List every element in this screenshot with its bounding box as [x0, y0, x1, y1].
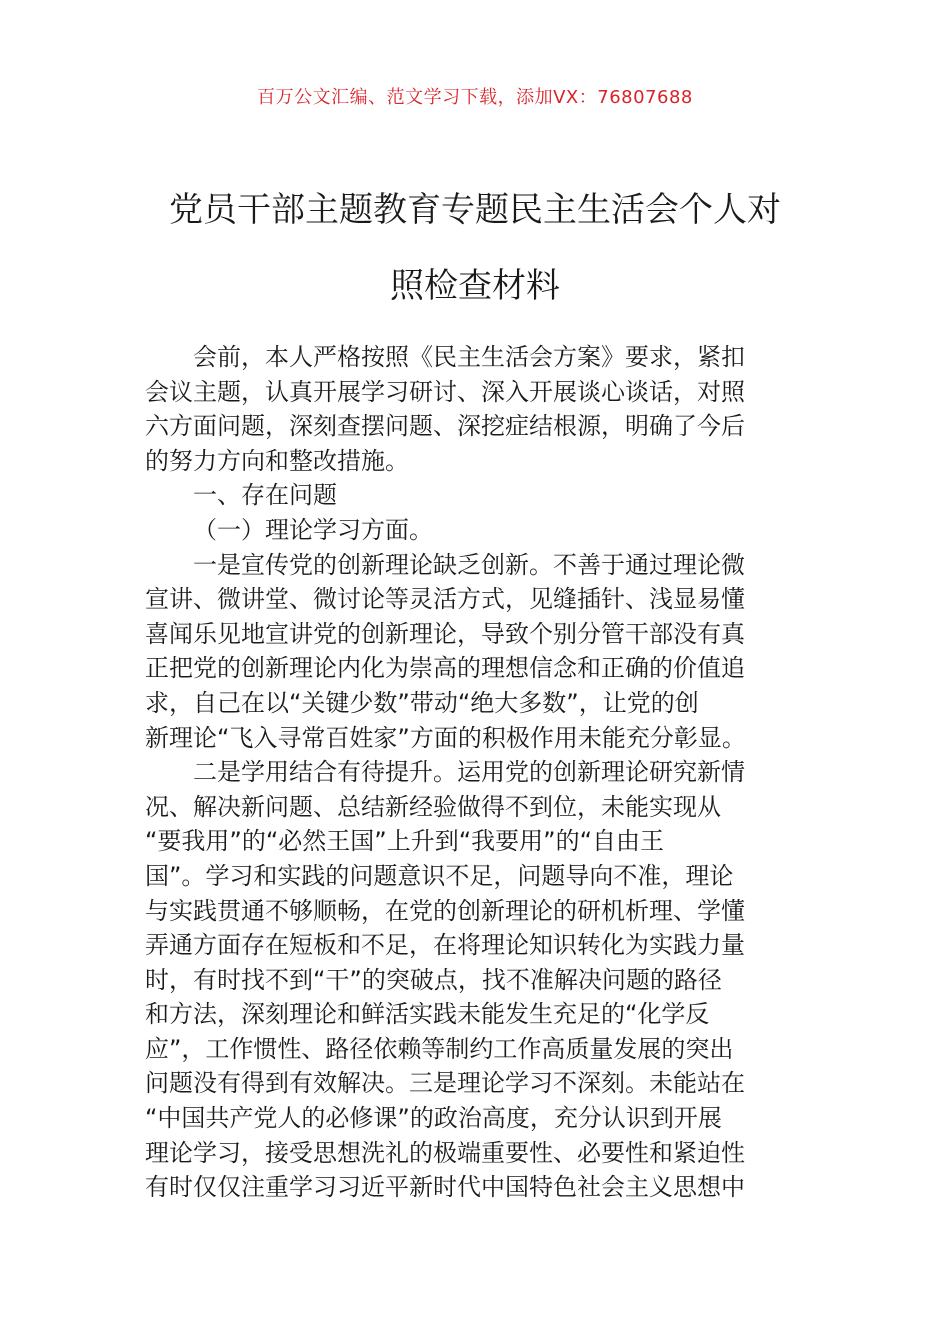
paragraph-line: 会前，本人严格按照《民主生活会方案》要求，紧扣 [193, 343, 745, 371]
paragraph-line: 问题没有得到有效解决。三是理论学习不深刻。未能站在 [145, 1069, 745, 1098]
paragraph-line: 六方面问题，深刻查摆问题、深挖症结根源，明确了今后 [145, 412, 745, 441]
document-title [140, 172, 810, 324]
paragraph-line: 会议主题，认真开展学习研讨、深入开展谈心谈话，对照 [145, 377, 745, 406]
paragraph-line: 理论学习，接受思想洗礼的极端重要性、必要性和紧迫性 [145, 1138, 745, 1167]
paragraph-line: 时，有时找不到“干”的突破点，找不准解决问题的路径 [145, 965, 722, 994]
paragraph-line: 有时仅仅注重学习习近平新时代中国特色社会主义思想中 [145, 1173, 745, 1202]
paragraph-line: 二是学用结合有待提升。运用党的创新理论研究新情 [193, 758, 745, 787]
subsection-heading: （一）理论学习方面。 [193, 515, 433, 544]
paragraph-line: 的努力方向和整改措施。 [145, 446, 409, 475]
paragraph-line: 求，自己在以“关键少数”带动“绝大多数”，让党的创 [145, 688, 699, 717]
section-heading: 一、存在问题 [193, 481, 337, 510]
document-body [145, 340, 809, 1205]
paragraph-line: 正把党的创新理论内化为崇高的理想信念和正确的价值追 [145, 654, 745, 683]
title-line-1: 党员干部主题教育专题民主生活会个人对 [169, 190, 781, 230]
paragraph-line: 和方法，深刻理论和鲜活实践未能发生充足的“化学反 [145, 1000, 710, 1029]
paragraph-line: 应”，工作惯性、路径依赖等制约工作高质量发展的突出 [145, 1034, 734, 1063]
paragraph-line: 国”。学习和实践的问题意识不足，问题导向不准，理论 [145, 861, 734, 890]
title-line-2: 照检查材料 [390, 266, 560, 306]
paragraph-line: “中国共产党人的必修课”的政治高度，充分认识到开展 [145, 1104, 722, 1133]
paragraph-line: 况、解决新问题、总结新经验做得不到位，未能实现从 [145, 792, 721, 821]
paragraph-line: “要我用”的“必然王国”上升到“我要用”的“自由王 [145, 827, 665, 856]
paragraph-line: 与实践贯通不够顺畅，在党的创新理论的研机析理、学懂 [145, 896, 745, 925]
header-watermark-note: 百万公文汇编、范文学习下载，添加VX：76807688 [257, 87, 693, 108]
paragraph-line: 喜闻乐见地宣讲党的创新理论，导致个别分管干部没有真 [145, 619, 745, 648]
paragraph-line: 新理论“飞入寻常百姓家”方面的积极作用未能充分彰显。 [145, 723, 746, 752]
paragraph-line: 一是宣传党的创新理论缺乏创新。不善于通过理论微 [193, 550, 745, 579]
paragraph-line: 宣讲、微讲堂、微讨论等灵活方式，见缝插针、浅显易懂 [145, 585, 745, 614]
paragraph-line: 弄通方面存在短板和不足，在将理论知识转化为实践力量 [145, 931, 745, 960]
